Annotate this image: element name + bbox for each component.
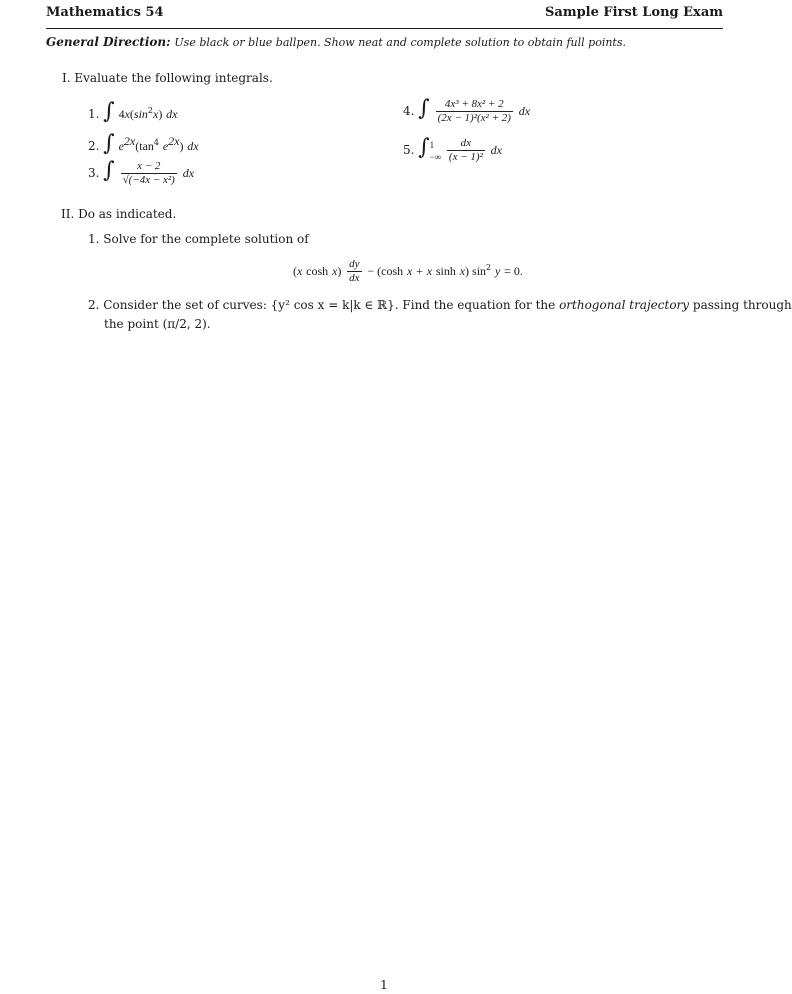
- integral-2: 2. ∫ $e^{2x}(\tan^4$ $e^{2x}$) dx: [88, 131, 199, 156]
- numerator: dx: [460, 137, 472, 149]
- denominator: (2x − 1)²(x² + 2): [437, 112, 511, 124]
- part2-heading: II. Do as indicated.: [61, 207, 177, 221]
- item-number: 5.: [403, 143, 415, 157]
- integral-sign: ∫: [418, 96, 430, 121]
- fraction: [121, 160, 177, 187]
- header-rule: [46, 28, 723, 29]
- integral-limits: [430, 139, 442, 163]
- differential: dx: [518, 104, 531, 118]
- fraction: [436, 98, 513, 125]
- integral-5: [403, 137, 502, 164]
- item-text-cont: passing through: [692, 298, 792, 312]
- numerator: x − 2: [137, 160, 161, 172]
- differential: dx: [182, 166, 195, 180]
- emphasis: orthogonal trajectory: [559, 298, 690, 312]
- item-number: 3.: [88, 166, 100, 180]
- part2-item1: [88, 232, 309, 246]
- direction-label: General Direction:: [46, 35, 171, 49]
- denominator: √(−4x − x²): [122, 174, 175, 186]
- upper-limit: 1: [429, 139, 435, 150]
- item-number: 4.: [403, 104, 415, 118]
- integral-sign: ∫: [103, 131, 115, 156]
- page-number: 1: [380, 978, 388, 992]
- direction-text: Use black or blue ballpen. Show neat and complete solution to obtain full points.: [174, 36, 626, 49]
- integral-4: [403, 98, 530, 125]
- item-number: 2.: [88, 298, 100, 312]
- integral-sign: ∫: [103, 99, 115, 124]
- fraction: [447, 137, 485, 164]
- general-direction: [46, 35, 626, 49]
- part2-item2: [88, 298, 792, 312]
- part2-item2-line2: [104, 317, 211, 331]
- differential: dx: [490, 143, 502, 157]
- derivative: $\frac{dy}{dx}$: [349, 258, 360, 284]
- denominator: (x − 1)²: [448, 151, 483, 163]
- exam-title: Sample First Long Exam: [545, 5, 723, 20]
- item-number: 2.: [88, 139, 100, 153]
- numerator: 4x³ + 8x² + 2: [444, 98, 504, 110]
- course-title: Mathematics 54: [46, 5, 164, 20]
- item-text: Consider the set of curves: {y² cos x = k|k ∈ ℝ}. Find the equation for the: [103, 298, 556, 312]
- integral-3: [88, 160, 194, 187]
- integral-sign: ∫: [418, 135, 430, 160]
- item-text-line2: the point (π/2, 2).: [104, 317, 211, 331]
- integral-sign: ∫: [103, 158, 115, 183]
- item-number: 1.: [88, 107, 100, 121]
- integral-1: 1. ∫ $4x(\sin^2x)$ dx: [88, 99, 178, 124]
- differential-equation: (x cosh x) $\frac{dy}{dx}$ − (cosh x + x sinh x) $\sin^2 y = 0$.: [293, 258, 523, 284]
- item-text: Solve for the complete solution of: [103, 232, 309, 246]
- part1-heading: I. Evaluate the following integrals.: [62, 71, 273, 85]
- lower-limit: −∞: [429, 151, 442, 162]
- item-number: 1.: [88, 232, 100, 246]
